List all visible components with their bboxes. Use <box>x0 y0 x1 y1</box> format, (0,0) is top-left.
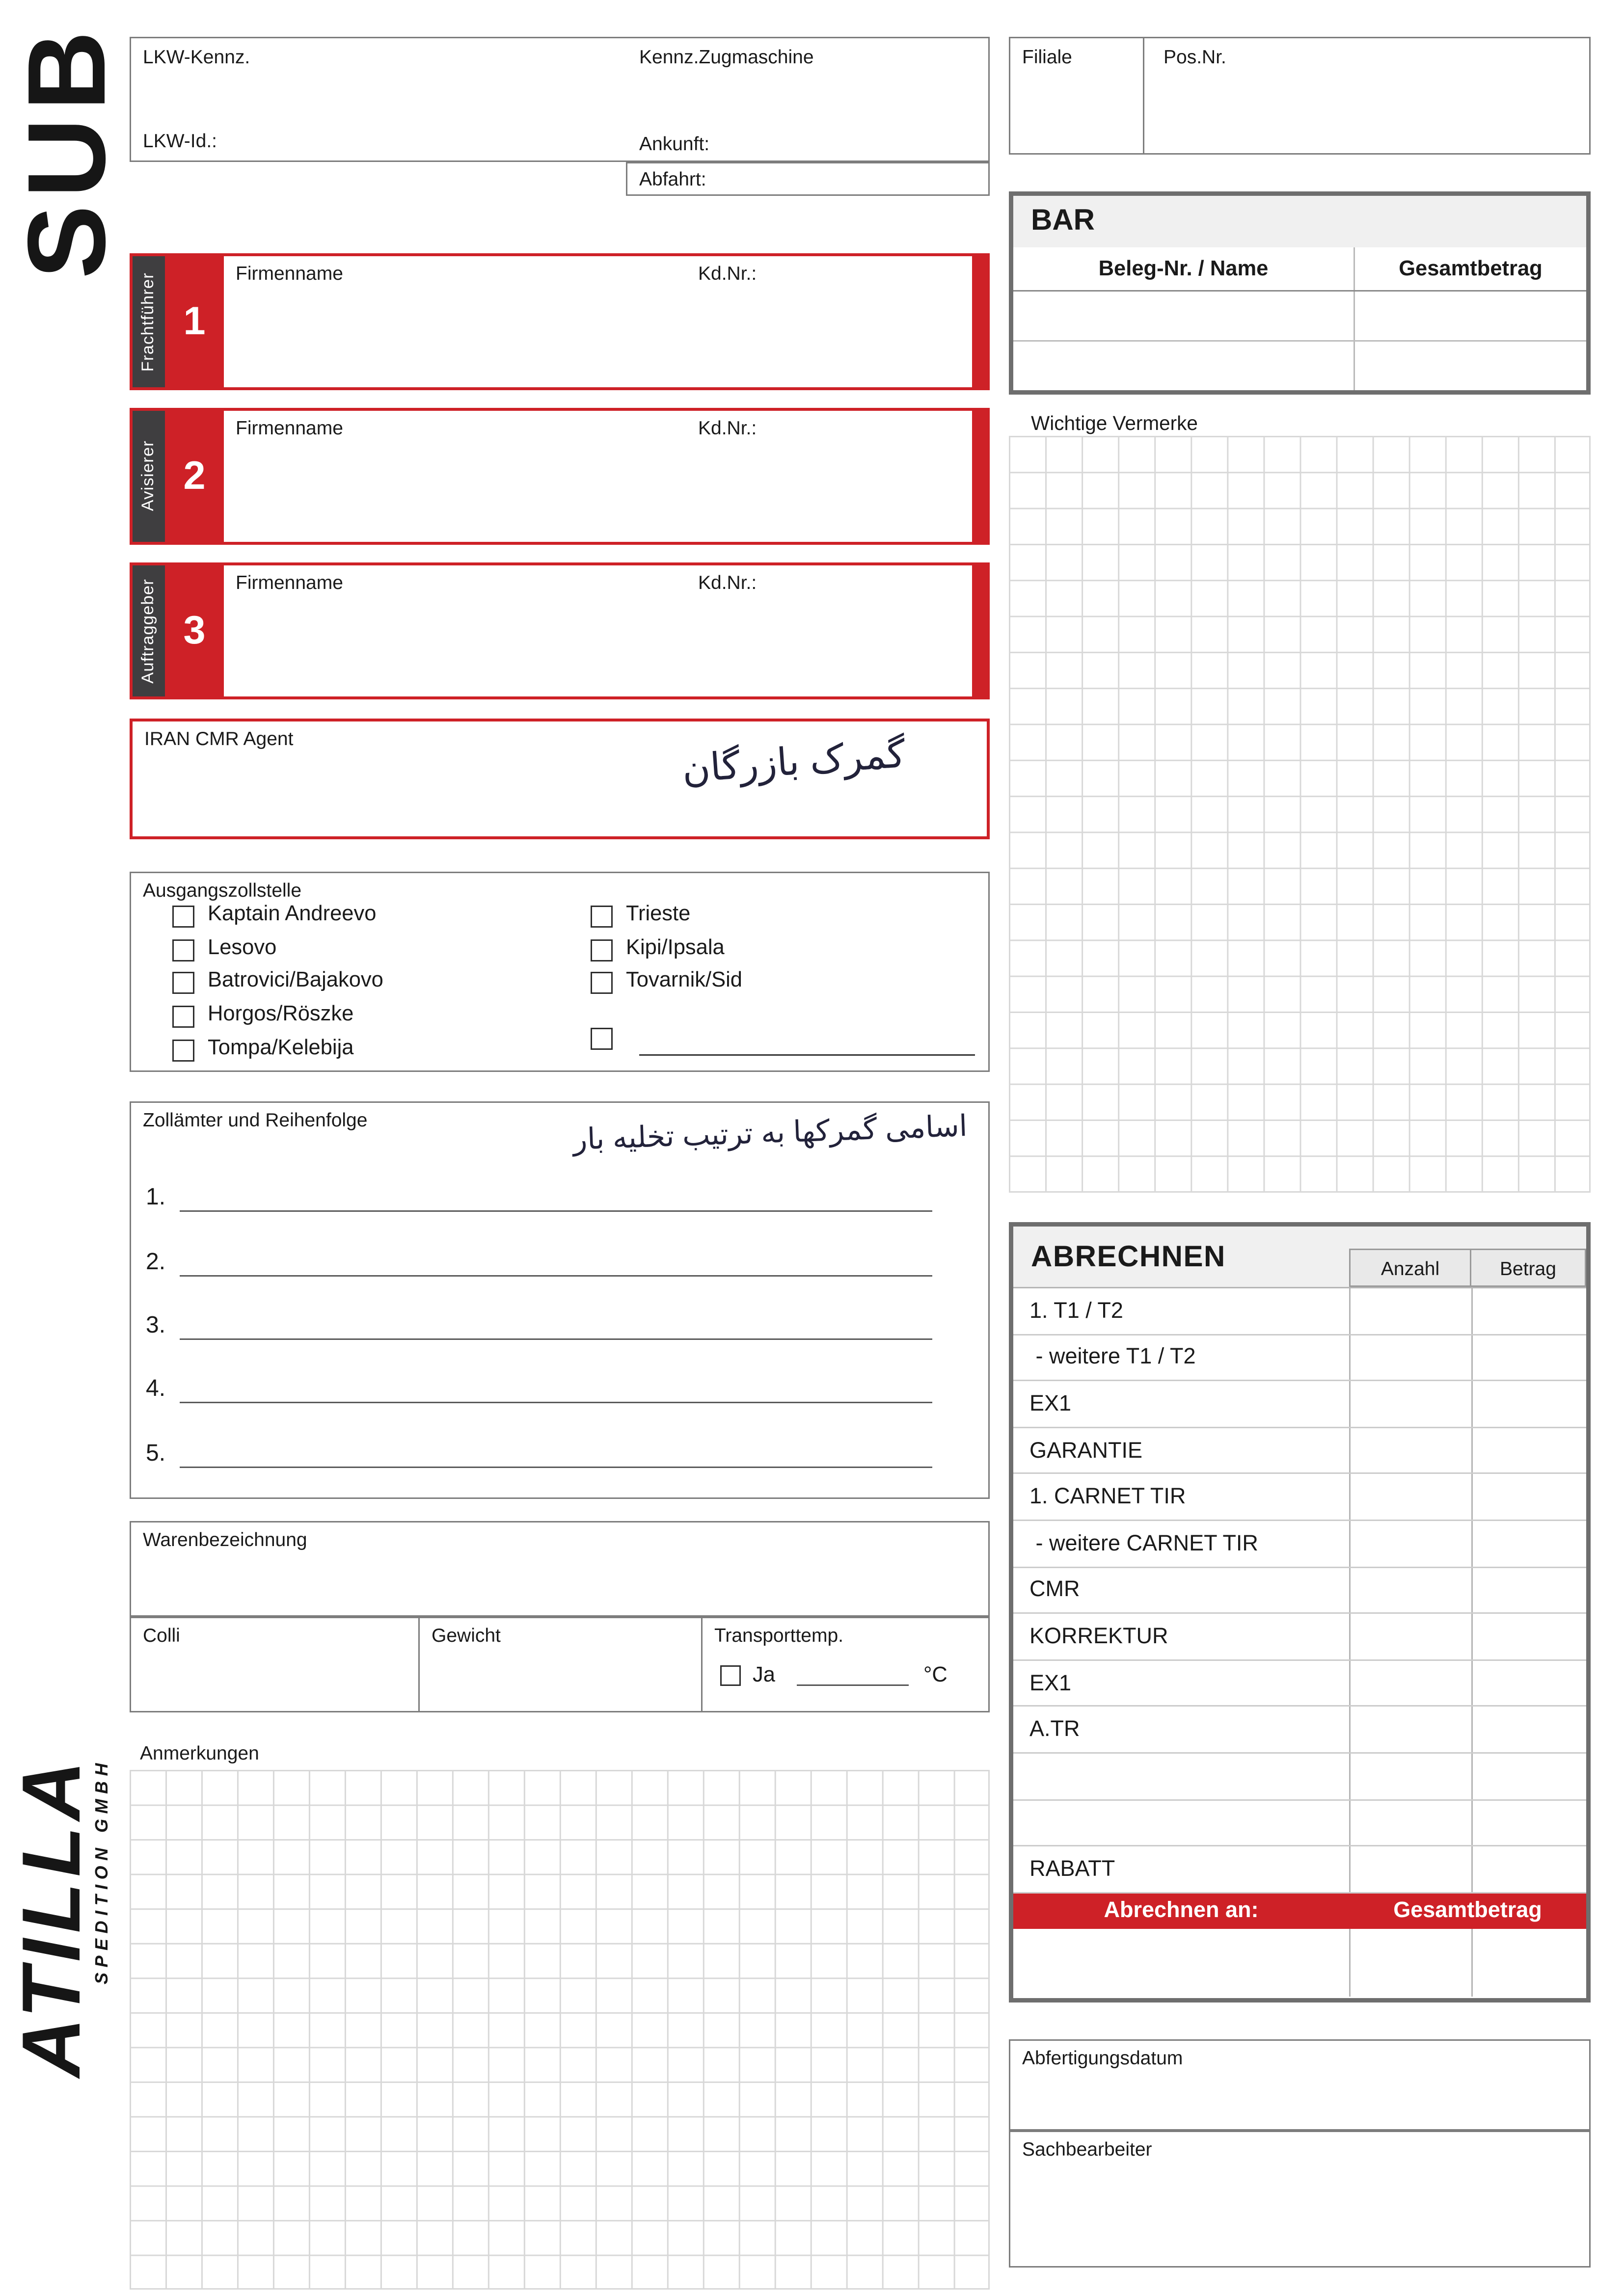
firmenname-label: Firmenname <box>236 417 343 439</box>
bar-betrag-cell[interactable] <box>1355 292 1586 340</box>
role-label: Avisierer <box>140 441 158 512</box>
line-number: 1. <box>146 1185 166 1210</box>
abrechnen-blank-area[interactable] <box>1013 1928 1586 1996</box>
abfahrt-label: Abfahrt: <box>639 168 706 190</box>
bar-title: BAR <box>1013 196 1586 247</box>
iran-agent-handwriting: گمرک بازرگان <box>680 731 907 791</box>
anzahl-cell[interactable] <box>1349 1928 1471 1996</box>
option-label-trieste: Trieste <box>626 903 691 926</box>
firmenname-field[interactable] <box>224 256 972 387</box>
party-box-avisierer <box>130 408 990 545</box>
lkw-kennz-label: LKW-Kennz. <box>143 46 250 68</box>
kdnr-label: Kd.Nr.: <box>698 417 757 439</box>
anzahl-cell[interactable] <box>1349 1382 1471 1427</box>
abrechnen-row-label: RABATT <box>1029 1856 1115 1882</box>
checkbox-kipi-ipsala[interactable] <box>591 939 613 961</box>
ausgangszollstelle-box <box>130 872 990 1072</box>
abrechnen-row-label: KORREKTUR <box>1029 1624 1168 1649</box>
checkbox-batrovici-bajakovo[interactable] <box>172 972 194 994</box>
option-label-lesovo: Lesovo <box>208 936 277 960</box>
temperature-line[interactable] <box>797 1662 909 1686</box>
brand-sub-text: SUB <box>4 24 128 279</box>
betrag-cell[interactable] <box>1471 1928 1586 1996</box>
order-line-2[interactable] <box>146 1241 932 1277</box>
blank-label-cell[interactable] <box>1013 1928 1349 1996</box>
option-label-kaptain-andreevo: Kaptain Andreevo <box>208 903 377 926</box>
role-strip <box>133 256 165 387</box>
brand-atilla-text: ATILLA <box>4 1755 97 2078</box>
kdnr-label: Kd.Nr.: <box>698 571 757 593</box>
firmenname-label: Firmenname <box>236 571 343 593</box>
vermerke-label: Wichtige Vermerke <box>1031 412 1198 434</box>
red-edge-strip <box>972 411 987 542</box>
abrechnen-row-label: EX1 <box>1029 1670 1072 1696</box>
line-number: 3. <box>146 1313 166 1338</box>
party-number-badge: 3 <box>165 565 224 696</box>
abrechnen-title: ABRECHNEN <box>1031 1241 1226 1274</box>
betrag-cell[interactable] <box>1471 1521 1586 1566</box>
anzahl-cell[interactable] <box>1349 1614 1471 1659</box>
anzahl-cell[interactable] <box>1349 1846 1471 1892</box>
bar-col-beleg: Beleg-Nr. / Name <box>1013 247 1355 290</box>
ausgangszollstelle-label: Ausgangszollstelle <box>143 879 302 901</box>
iran-cmr-agent-box[interactable] <box>130 719 990 839</box>
bar-betrag-cell[interactable] <box>1355 341 1586 391</box>
abrechnen-row <box>1013 1800 1586 1847</box>
party-number-badge: 2 <box>165 411 224 542</box>
option-label-horgos-roeszke: Horgos/Röszke <box>208 1003 354 1026</box>
firmenname-field[interactable] <box>224 565 972 696</box>
ja-checkbox[interactable] <box>720 1665 741 1686</box>
abrechnen-row <box>1013 1521 1586 1568</box>
betrag-cell[interactable] <box>1471 1382 1586 1427</box>
abfertigungsdatum-label: Abfertigungsdatum <box>1022 2047 1183 2069</box>
ankunft-label: Ankunft: <box>639 133 710 155</box>
abrechnen-row-label: 1. T1 / T2 <box>1029 1298 1123 1324</box>
role-label: Frachtführer <box>140 272 158 372</box>
abrechnen-row <box>1013 1428 1586 1474</box>
anzahl-cell[interactable] <box>1349 1428 1471 1473</box>
order-line-1[interactable] <box>146 1176 932 1212</box>
abrechnen-row-label: A.TR <box>1029 1717 1080 1742</box>
colli-label: Colli <box>143 1624 180 1646</box>
warenbezeichnung-label: Warenbezeichnung <box>143 1528 307 1550</box>
option-label-tompa-kelebija: Tompa/Kelebija <box>208 1037 354 1060</box>
abrechnen-row <box>1013 1474 1586 1521</box>
party-number-badge: 1 <box>165 256 224 387</box>
abrechnen-an-label: Abrechnen an: <box>1104 1898 1259 1923</box>
party-box-frachtfuehrer <box>130 253 990 390</box>
abrechnen-row <box>1013 1335 1586 1382</box>
kennz-zugmaschine-label: Kennz.Zugmaschine <box>639 46 814 68</box>
zollaemter-handwriting: اسامی گمرکها به ترتیب تخلیه بار <box>572 1110 968 1157</box>
bar-beleg-cell[interactable] <box>1013 341 1355 391</box>
ja-label: Ja <box>753 1664 775 1687</box>
anmerkungen-label: Anmerkungen <box>140 1742 259 1764</box>
order-line-4[interactable] <box>146 1368 932 1403</box>
abrechnen-row-label: - weitere CARNET TIR <box>1029 1531 1258 1556</box>
line-rule[interactable] <box>180 1439 932 1468</box>
anzahl-cell[interactable] <box>1349 1521 1471 1566</box>
checkbox-lesovo[interactable] <box>172 939 194 961</box>
lkw-id-label: LKW-Id.: <box>143 130 217 152</box>
line-rule[interactable] <box>180 1374 932 1403</box>
bar-row[interactable] <box>1013 341 1586 391</box>
anzahl-cell[interactable] <box>1349 1660 1471 1706</box>
option-label-kipi-ipsala: Kipi/Ipsala <box>626 936 725 960</box>
kdnr-label: Kd.Nr.: <box>698 262 757 284</box>
abfahrt-box[interactable] <box>626 162 990 196</box>
anzahl-cell[interactable] <box>1349 1754 1471 1799</box>
anzahl-cell[interactable] <box>1349 1707 1471 1752</box>
posnr-label: Pos.Nr. <box>1164 46 1226 68</box>
iran-agent-label: IRAN CMR Agent <box>144 727 294 749</box>
abrechnen-row <box>1013 1382 1586 1428</box>
abrechnen-row-label: 1. CARNET TIR <box>1029 1484 1186 1510</box>
gewicht-cell[interactable] <box>418 1618 703 1711</box>
gewicht-label: Gewicht <box>432 1624 501 1646</box>
party-box-auftraggeber <box>130 562 990 699</box>
anzahl-col-header: Anzahl <box>1349 1249 1471 1287</box>
anzahl-cell[interactable] <box>1349 1288 1471 1334</box>
measures-row <box>130 1617 990 1712</box>
checkbox-horgos-roeszke[interactable] <box>172 1006 194 1028</box>
transporttemp-cell[interactable] <box>703 1618 988 1711</box>
vermerke-grid[interactable] <box>1009 436 1591 1193</box>
abrechnen-row <box>1013 1846 1586 1893</box>
anzahl-cell[interactable] <box>1349 1568 1471 1613</box>
truck-header-box[interactable] <box>130 37 990 162</box>
abrechnen-header <box>1013 1227 1586 1288</box>
gesamtbetrag-label: Gesamtbetrag <box>1393 1898 1542 1923</box>
anmerkungen-grid[interactable] <box>130 1770 990 2290</box>
betrag-cell[interactable] <box>1471 1707 1586 1752</box>
bar-beleg-cell[interactable] <box>1013 292 1355 340</box>
bar-box <box>1009 191 1591 395</box>
line-rule[interactable] <box>180 1182 932 1212</box>
abrechnen-row-label: EX1 <box>1029 1391 1072 1416</box>
zollaemter-label: Zollämter und Reihenfolge <box>143 1109 368 1131</box>
abrechnen-row-label: CMR <box>1029 1577 1080 1603</box>
filiale-posnr-box[interactable] <box>1009 37 1591 155</box>
anzahl-cell[interactable] <box>1349 1474 1471 1520</box>
abrechnen-row <box>1013 1288 1586 1335</box>
role-label: Auftraggeber <box>140 578 158 684</box>
abrechnen-footer <box>1013 1893 1586 1928</box>
warenbezeichnung-box[interactable] <box>130 1521 990 1617</box>
filiale-label: Filiale <box>1022 46 1072 68</box>
checkbox-tovarnik-sid[interactable] <box>591 972 613 994</box>
betrag-cell[interactable] <box>1471 1660 1586 1706</box>
filiale-divider <box>1143 38 1144 153</box>
option-label-batrovici-bajakovo: Batrovici/Bajakovo <box>208 969 383 992</box>
betrag-cell[interactable] <box>1471 1428 1586 1473</box>
abrechnen-row-label: GARANTIE <box>1029 1438 1143 1463</box>
betrag-cell[interactable] <box>1471 1614 1586 1659</box>
abrechnen-row <box>1013 1614 1586 1660</box>
sachbearbeiter-label: Sachbearbeiter <box>1022 2138 1152 2160</box>
betrag-cell[interactable] <box>1471 1846 1586 1892</box>
order-line-3[interactable] <box>146 1305 932 1340</box>
betrag-cell[interactable] <box>1471 1474 1586 1520</box>
bar-col-gesamt: Gesamtbetrag <box>1399 257 1543 281</box>
option-label-tovarnik-sid: Tovarnik/Sid <box>626 969 742 992</box>
bar-row[interactable] <box>1013 292 1586 341</box>
anzahl-cell[interactable] <box>1349 1800 1471 1845</box>
line-number: 2. <box>146 1250 166 1275</box>
betrag-cell[interactable] <box>1471 1288 1586 1334</box>
betrag-cell[interactable] <box>1471 1335 1586 1380</box>
other-customs-line[interactable] <box>639 1032 975 1056</box>
anzahl-cell[interactable] <box>1349 1335 1471 1380</box>
betrag-cell[interactable] <box>1471 1754 1586 1799</box>
transporttemp-label: Transporttemp. <box>714 1624 844 1646</box>
checkbox-tompa-kelebija[interactable] <box>172 1040 194 1062</box>
bar-column-headers <box>1013 247 1586 292</box>
abrechnen-row <box>1013 1568 1586 1614</box>
order-line-5[interactable] <box>146 1433 932 1468</box>
checkbox-trieste[interactable] <box>591 906 613 928</box>
abrechnen-row <box>1013 1660 1586 1707</box>
line-rule[interactable] <box>180 1310 932 1340</box>
abfertigungsdatum-box[interactable] <box>1009 2039 1591 2131</box>
sachbearbeiter-box[interactable] <box>1009 2131 1591 2268</box>
colli-cell[interactable] <box>131 1618 418 1711</box>
abrechnen-box <box>1009 1222 1591 2002</box>
checkbox-other[interactable] <box>591 1028 613 1050</box>
zollaemter-box <box>130 1101 990 1499</box>
line-number: 4. <box>146 1377 166 1402</box>
abrechnen-row <box>1013 1754 1586 1800</box>
firmenname-field[interactable] <box>224 411 972 542</box>
red-edge-strip <box>972 565 987 696</box>
line-number: 5. <box>146 1442 166 1467</box>
line-rule[interactable] <box>180 1247 932 1277</box>
abrechnen-row-label: - weitere T1 / T2 <box>1029 1345 1196 1370</box>
checkbox-kaptain-andreevo[interactable] <box>172 906 194 928</box>
celsius-label: °C <box>923 1664 947 1687</box>
red-edge-strip <box>972 256 987 387</box>
betrag-col-header: Betrag <box>1470 1249 1586 1287</box>
role-strip <box>133 565 165 696</box>
betrag-cell[interactable] <box>1471 1800 1586 1845</box>
firmenname-label: Firmenname <box>236 262 343 284</box>
abrechnen-row <box>1013 1707 1586 1754</box>
brand-spedition-text: SPEDITION GMBH <box>91 1758 112 1985</box>
role-strip <box>133 411 165 542</box>
betrag-cell[interactable] <box>1471 1568 1586 1613</box>
